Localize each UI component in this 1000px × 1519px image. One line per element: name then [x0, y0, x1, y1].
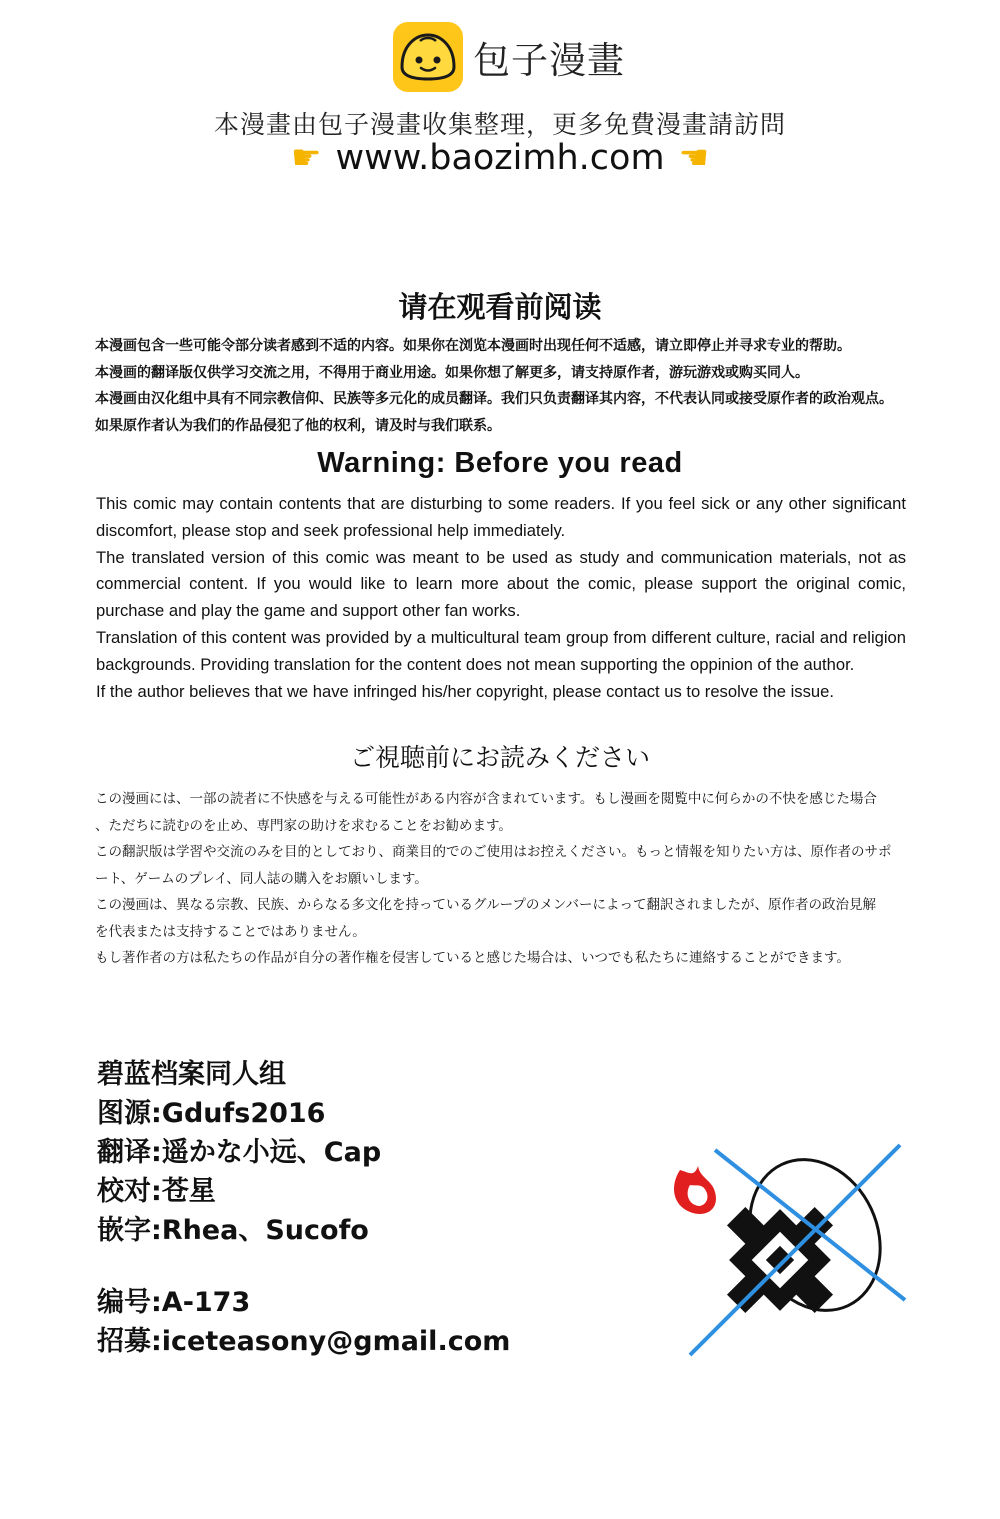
pointing-right-hand-icon: ☛ [290, 138, 322, 178]
crossed-swords-gear-flame-emblem-icon [660, 1140, 910, 1365]
english-warning-paragraph: This comic may contain contents that are disturbing to some readers. If you feel sick or any other significant discomfort, please stop and seek professional help immediately. [96, 494, 906, 540]
brand-header [393, 22, 625, 92]
japanese-notice-line: この漫画は、異なる宗教、民族、からなる多文化を持っているグループのメンバーによって翻訳されましたが、原作者の政治見解 [95, 897, 876, 913]
tagline: 本漫畫由包子漫畫收集整理，更多免費漫畫請訪問 [213, 110, 786, 139]
credits-contact [97, 1283, 510, 1361]
credit-translation: 翻译:遥かな小远、Cap [97, 1137, 382, 1168]
chinese-notice-line: 本漫画由汉化组中具有不同宗教信仰、民族等多元化的成员翻译。我们只负责翻译其内容，不代表认同或接受原作者的政治观点。 [95, 391, 893, 407]
credit-group-name: 碧蓝档案同人组 [97, 1059, 286, 1090]
credit-recruit-email[interactable]: 招募:iceteasony@gmail.com [97, 1326, 511, 1357]
chinese-notice-line: 本漫画的翻译版仅供学习交流之用，不得用于商业用途。如果你想了解更多，请支持原作者，游玩游戏或购买同人。 [95, 364, 809, 381]
english-warning-text [96, 491, 906, 705]
credit-typesetting: 嵌字:Rhea、Sucofo [97, 1215, 369, 1246]
japanese-notice-line: この翻訳版は学習や交流のみを目的としており、商業目的でのご使用はお控えください。もっと情報を知りたい方は、原作者のサポ [95, 844, 892, 860]
japanese-notice-line: を代表または支持することではありません。 [95, 923, 366, 940]
english-warning-heading: Warning: Before you read [317, 447, 683, 479]
url-line [0, 136, 1000, 180]
japanese-notice-line: 、ただちに読むのを止め、専門家の助けを求むることをお勧めます。 [95, 817, 512, 834]
japanese-notice-heading: ご視聴前にお読みください [349, 743, 650, 772]
japanese-notice-line: もし著作者の方は私たちの作品が自分の著作権を侵害していると感じた場合は、いつでも私たちに連絡することができます。 [95, 950, 850, 966]
credit-image-source: 图源:Gdufs2016 [97, 1098, 326, 1129]
pointing-left-hand-icon: ☚ [678, 138, 710, 178]
chinese-notice-text [95, 333, 925, 439]
brand-name: 包子漫畫 [473, 39, 625, 82]
chinese-notice-line: 本漫画包含一些可能令部分读者感到不适的内容。如果你在浏览本漫画时出现任何不适感，请立即停止并寻求专业的帮助。 [95, 338, 851, 354]
english-warning-paragraph: Translation of this content was provided by a multicultural team group from different culture, racial and religion backgrounds. Providing translation for the content does not mean supporting the oppinion of the author. [96, 627, 906, 674]
japanese-notice-text [95, 786, 925, 972]
japanese-notice-line: この漫画には、一部の読者に不快感を与える可能性がある内容が含まれています。もし漫画を閲覧中に何らかの不快を感じた場合 [95, 791, 877, 807]
site-url-link[interactable]: www.baozimh.com [335, 138, 665, 178]
chinese-notice-line: 如果原作者认为我们的作品侵犯了他的权利，请及时与我们联系。 [95, 417, 501, 434]
credit-serial-number: 编号:A-173 [97, 1287, 251, 1318]
credit-proofreading: 校对:苍星 [97, 1176, 216, 1207]
english-warning-paragraph: The translated version of this comic was meant to be used as study and communication materials, not as commercial content. If you would like to learn more about the comic, please support the original comic, purchase and play the game and support other fan works. [96, 547, 906, 621]
steamed-bun-icon [393, 22, 463, 92]
english-warning-paragraph: If the author believes that we have infringed his/her copyright, please contact us to resolve the issue. [96, 681, 834, 701]
chinese-notice-heading: 请在观看前阅读 [398, 290, 602, 324]
japanese-notice-line: ート、ゲームのプレイ、同人誌の購入をお願いします。 [95, 870, 428, 887]
credits-list [97, 1055, 381, 1250]
